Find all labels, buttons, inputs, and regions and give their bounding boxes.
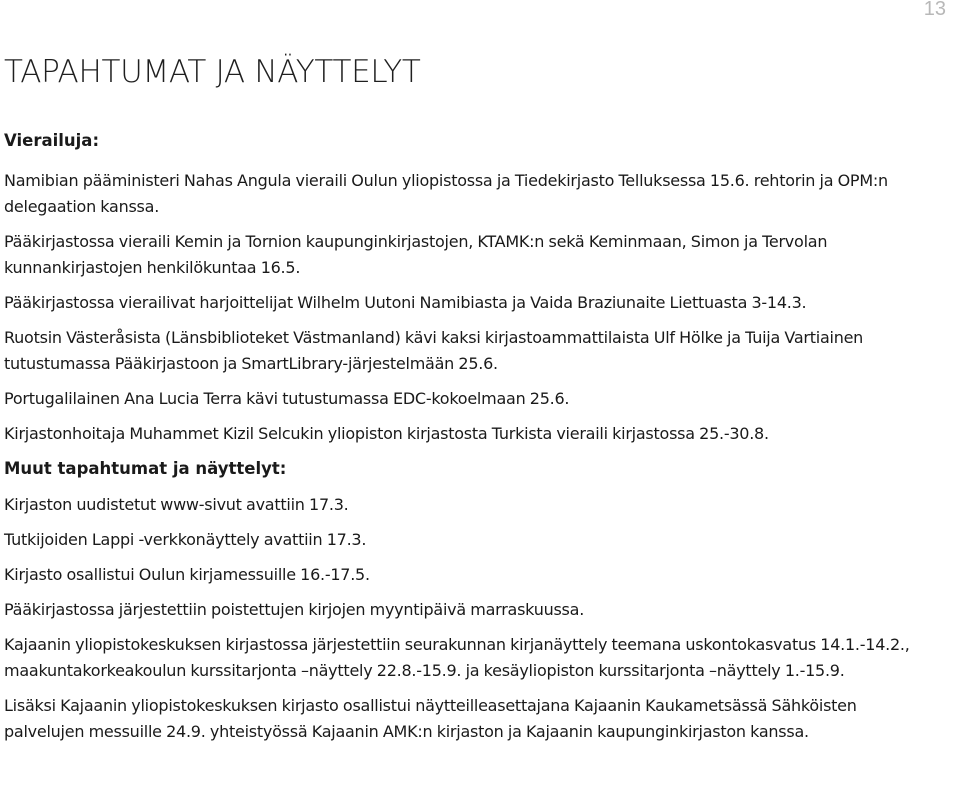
paragraph: Ruotsin Västeråsista (Länsbiblioteket Västmanland) kävi kaksi kirjastoammattilaista Ulf Hölke ja Tuija Vartiainen tutustumassa Pääkirjastoon ja SmartLibrary-järjestelmään 25.6. (4, 328, 864, 373)
paragraph: Pääkirjastossa järjestettiin poistettujen kirjojen myyntipäivä marraskuussa. (4, 600, 585, 619)
paragraph: Kirjaston uudistetut www-sivut avattiin 17.3. (4, 495, 349, 514)
paragraph: Namibian pääministeri Nahas Angula vieraili Oulun yliopistossa ja Tiedekirjasto Telluksessa 15.6. rehtorin ja OPM:n delegaation kanssa. (4, 171, 888, 216)
events-section (4, 456, 924, 745)
page-number: 13 (923, 0, 946, 20)
section-heading-events: Muut tapahtumat ja näyttelyt: (4, 459, 287, 478)
paragraph: Kirjasto osallistui Oulun kirjamessuille 16.-17.5. (4, 565, 370, 584)
paragraph: Kajaanin yliopistokeskuksen kirjastossa järjestettiin seurakunnan kirjanäyttely teemana uskontokasvatus 14.1.-14.2., maakuntakorkeakoulun kurssitarjonta –näyttely 22.8.-15.9. ja kesäyliopiston kurssitarjonta –näyttely 1.-15.9. (4, 635, 910, 680)
paragraph: Tutkijoiden Lappi -verkkonäyttely avattiin 17.3. (4, 530, 367, 549)
page-title: TAPAHTUMAT JA NÄYTTELYT (4, 54, 421, 90)
visits-section (4, 128, 924, 447)
paragraph: Kirjastonhoitaja Muhammet Kizil Selcukin yliopiston kirjastosta Turkista vieraili kirjastossa 25.-30.8. (4, 424, 769, 443)
paragraph: Pääkirjastossa vierailivat harjoittelijat Wilhelm Uutoni Namibiasta ja Vaida Braziunaite Liettuasta 3-14.3. (4, 293, 807, 312)
document-body (4, 128, 924, 754)
paragraph: Portugalilainen Ana Lucia Terra kävi tutustumassa EDC-kokoelmaan 25.6. (4, 389, 570, 408)
section-heading-visits: Vierailuja: (4, 131, 100, 150)
paragraph: Lisäksi Kajaanin yliopistokeskuksen kirjasto osallistui näytteilleasettajana Kajaanin Kaukametsässä Sähköisten palvelujen messuille 24.9. yhteistyössä Kajaanin AMK:n kirjaston ja Kajaanin kaupunginkirjaston kanssa. (4, 696, 857, 741)
paragraph: Pääkirjastossa vieraili Kemin ja Tornion kaupunginkirjastojen, KTAMK:n sekä Keminmaan, Simon ja Tervolan kunnankirjastojen henkilökuntaa 16.5. (4, 232, 828, 277)
